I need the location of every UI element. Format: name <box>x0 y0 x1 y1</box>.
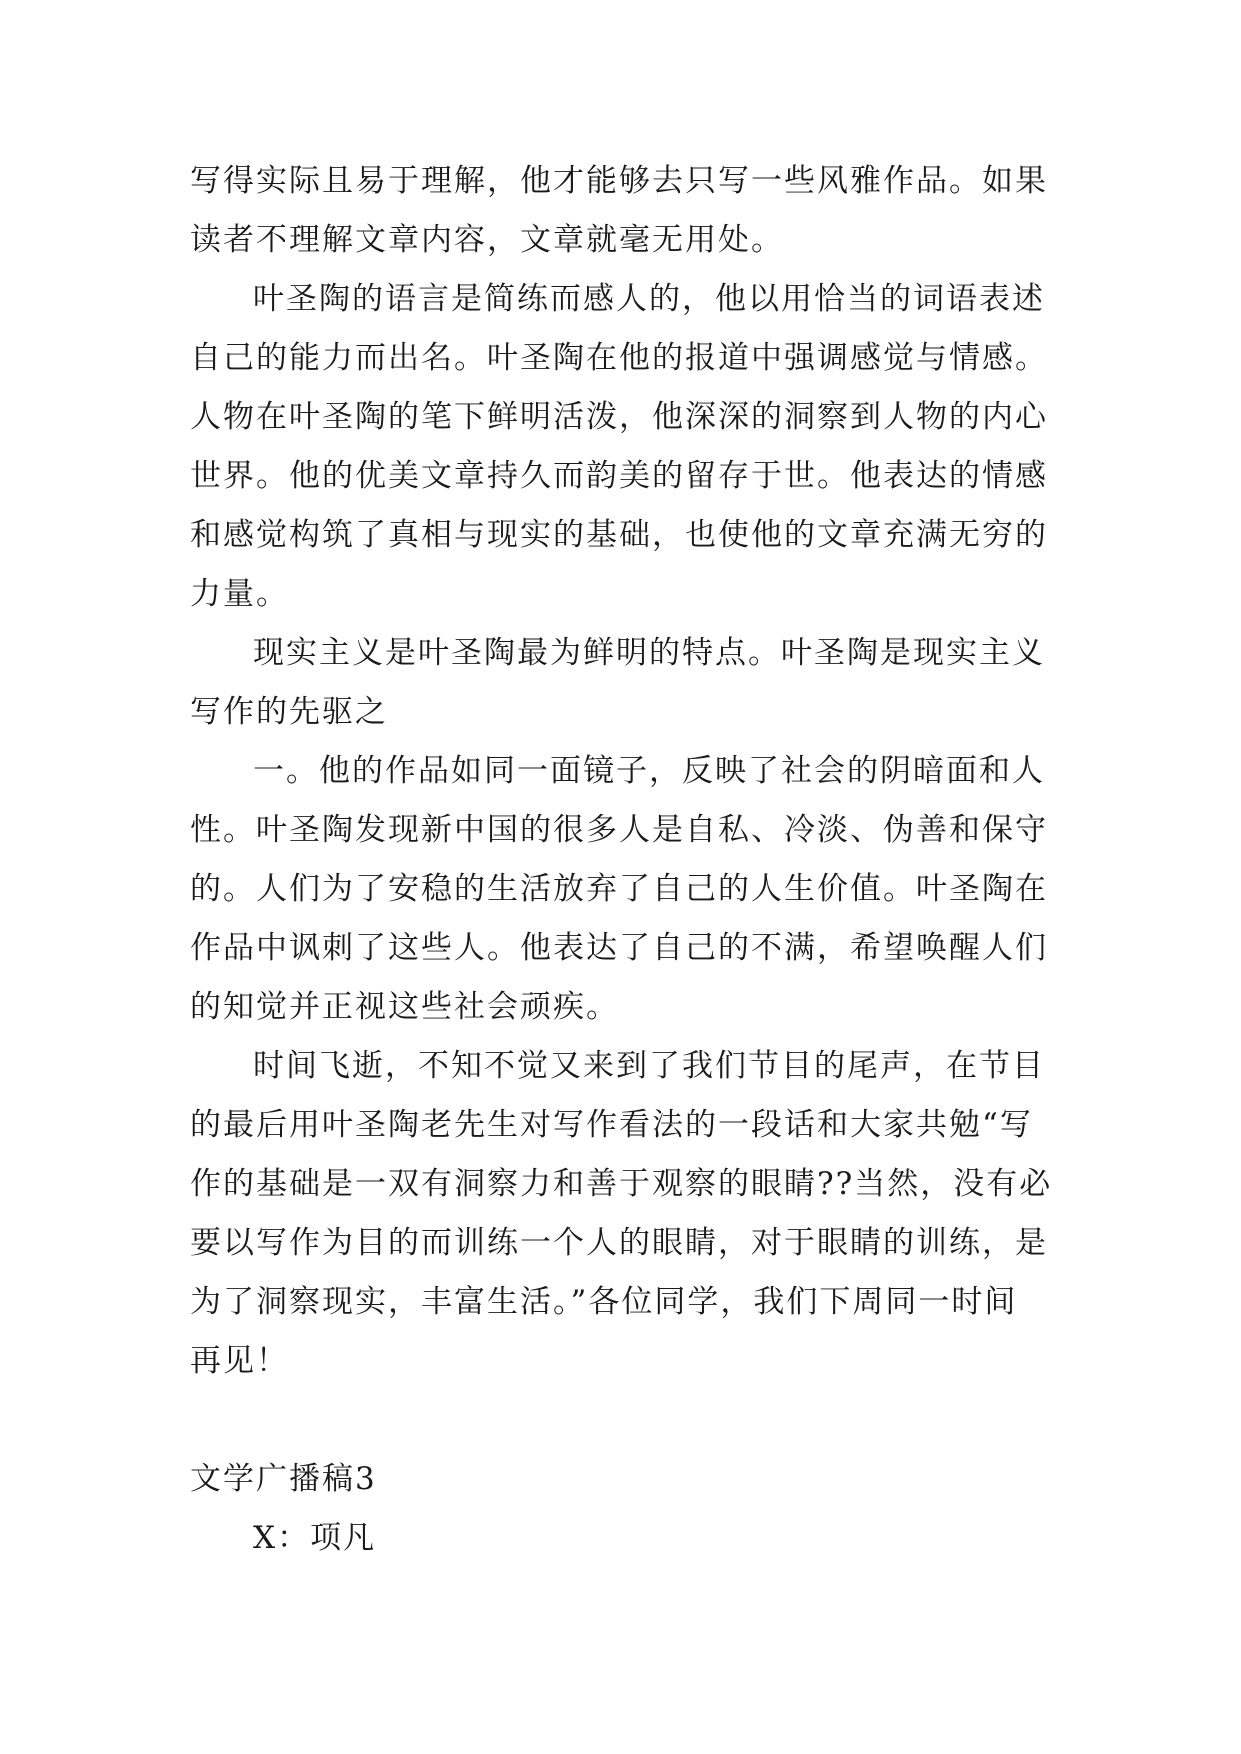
text-line: 写得实际且易于理解，他才能够去只写一些风雅作品。如果 <box>190 163 1048 199</box>
text-line: 的。人们为了安稳的生活放弃了自己的人生价值。叶圣陶在 <box>190 871 1048 907</box>
text-line: 读者不理解文章内容，文章就毫无用处。 <box>190 222 784 258</box>
paragraph-start-line: 现实主义是叶圣陶最为鲜明的特点。叶圣陶是现实主义 <box>253 635 1045 671</box>
document-body <box>190 152 1060 1568</box>
text-line: 和感觉构筑了真相与现实的基础，也使他的文章充满无穷的 <box>190 517 1048 553</box>
text-line: 性。叶圣陶发现新中国的很多人是自私、冷淡、伪善和保守 <box>190 812 1048 848</box>
text-line: 作的基础是一双有洞察力和善于观察的眼睛??当然，没有必 <box>190 1166 1053 1202</box>
text-line: 写作的先驱之 <box>190 694 388 730</box>
section-title: 文学广播稿3 <box>190 1461 377 1497</box>
text-line: 的知觉并正视这些社会顽疾。 <box>190 989 619 1025</box>
text-line: 力量。 <box>190 576 289 612</box>
text-line: 世界。他的优美文章持久而韵美的留存于世。他表达的情感 <box>190 458 1048 494</box>
paragraph-start-line: 时间飞逝，不知不觉又来到了我们节目的尾声，在节目 <box>253 1048 1045 1084</box>
paragraph-start-line: 一。他的作品如同一面镜子，反映了社会的阴暗面和人 <box>253 753 1045 789</box>
text-line: 自己的能力而出名。叶圣陶在他的报道中强调感觉与情感。 <box>190 340 1048 376</box>
text-line: 再见！ <box>190 1343 289 1379</box>
text-line: 人物在叶圣陶的笔下鲜明活泼，他深深的洞察到人物的内心 <box>190 399 1048 435</box>
text-line: 作品中讽刺了这些人。他表达了自己的不满，希望唤醒人们 <box>190 930 1048 966</box>
paragraph-start-line: 叶圣陶的语言是简练而感人的，他以用恰当的词语表述 <box>253 281 1045 317</box>
byline: X：项凡 <box>253 1520 377 1556</box>
text-line: 为了洞察现实，丰富生活。”各位同学，我们下周同一时间 <box>190 1284 1018 1320</box>
text-line: 要以写作为目的而训练一个人的眼睛，对于眼睛的训练，是 <box>190 1225 1048 1261</box>
text-line: 的最后用叶圣陶老先生对写作看法的一段话和大家共勉“写 <box>190 1107 1033 1143</box>
